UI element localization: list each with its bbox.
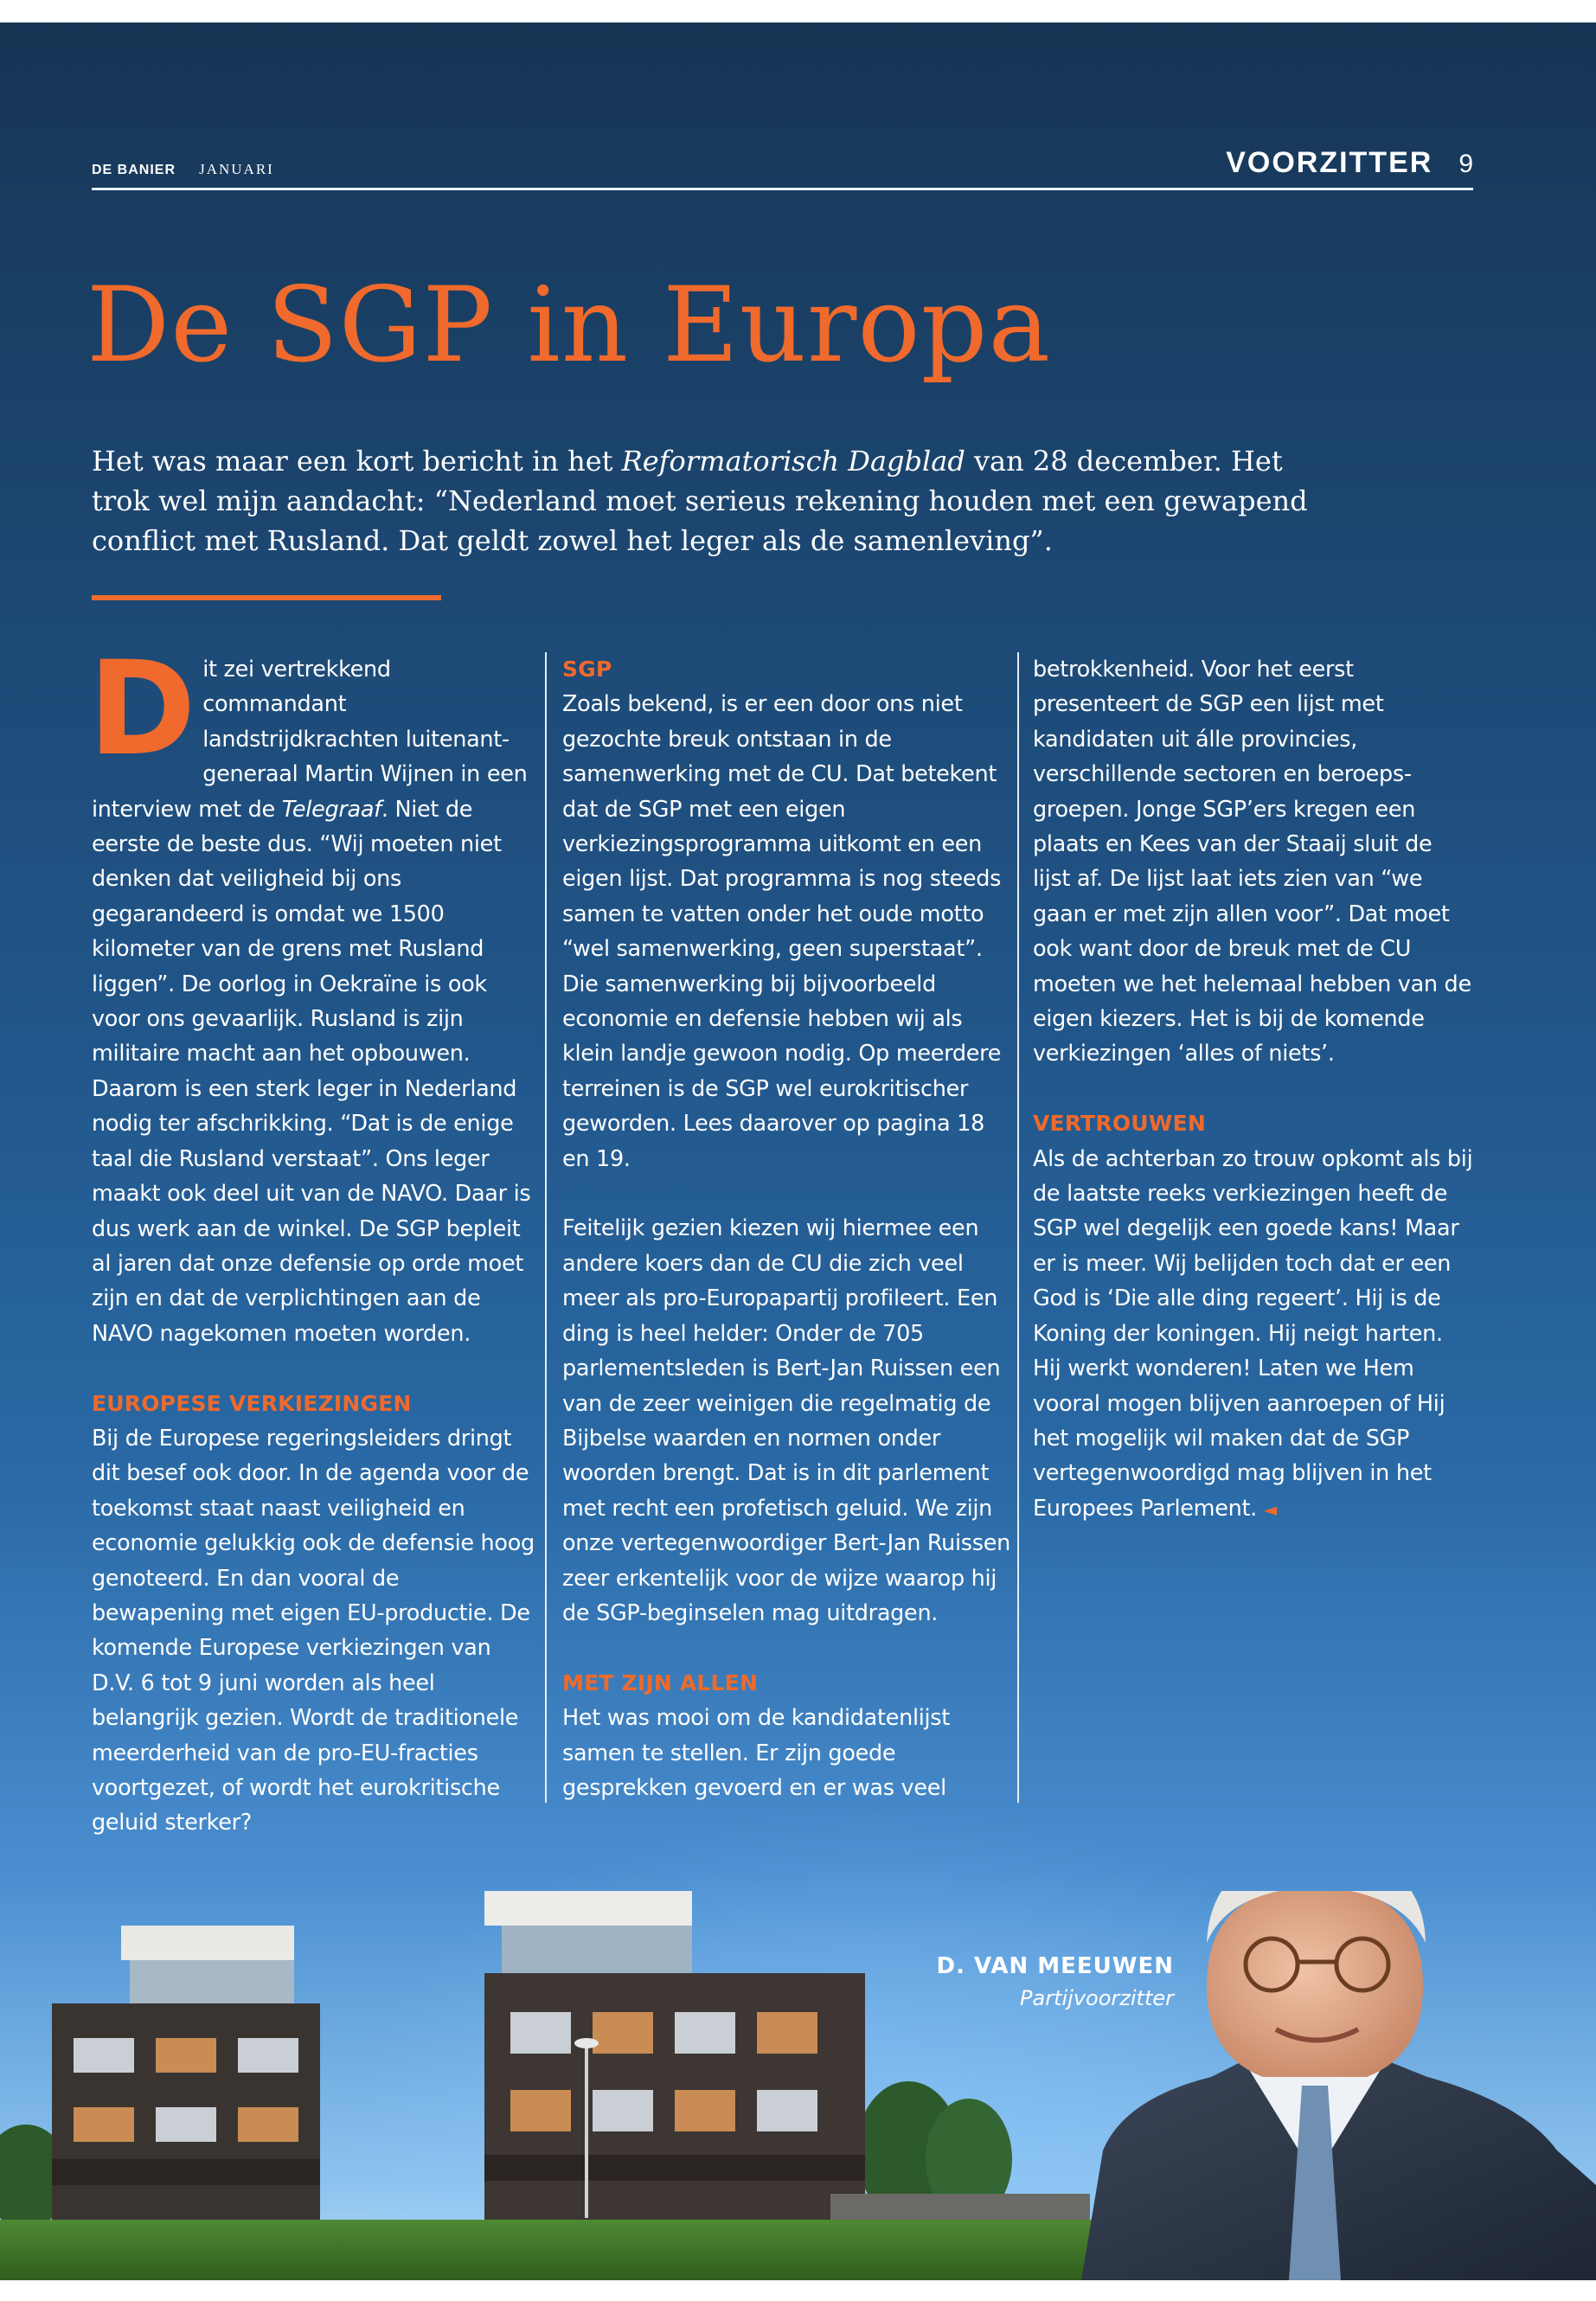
caption-role: Partijvoorzitter — [1020, 1986, 1174, 2010]
photo-caption — [936, 1953, 1174, 2010]
running-header-left — [92, 161, 274, 178]
magazine-name: DE BANIER — [92, 163, 176, 177]
page-number: 9 — [1458, 150, 1473, 178]
column3-paragraph-2 — [1033, 1142, 1476, 1527]
article-intro — [92, 441, 1320, 561]
issue-month: JANUARI — [199, 161, 274, 177]
column2-paragraph-2: Feitelijk gezien kiezen wij hiermee een andere koers dan de CU die zich veel meer als pro-Europapartij profileert. Een ding is heel helder: Onder de 705 parlementsleden is Bert-Jan Ruissen een van de zeer weinigen die regelmatig de Bijbelse waarden en normen onder woorden brengt. Dat is in dit parlement met recht een profetisch geluid. We zijn onze vertegenwoordiger Bert-Jan Ruissen zeer erkentelijk voor de wijze waarop hij de SGP-beginselen mag uitdragen. — [562, 1215, 1010, 1626]
article-title: De SGP in Europa — [87, 266, 1051, 386]
caption-name: D. VAN MEEUWEN — [936, 1953, 1174, 1979]
article-column-3 — [1033, 652, 1476, 1527]
column1-paragraph-1 — [88, 634, 535, 1351]
subhead-europese-verkiezingen: EUROPESE VERKIEZINGEN — [92, 1390, 412, 1416]
header-divider — [92, 188, 1473, 190]
column-divider-2 — [1017, 652, 1019, 1803]
subhead-sgp: SGP — [562, 657, 612, 682]
running-header-right — [1226, 146, 1473, 180]
column1-paragraph-2: Bij de Europese regeringsleiders dringt dit besef ook door. In de agenda voor de toekomst staat naast veiligheid en economie gelukkig ook de defensie hoog genoteerd. En dan vooral de bewapening met eigen EU-productie. De komende Europese verkiezingen van D.V. 6 tot 9 juni worden als heel belangrijk gezien. Wordt de traditionele meerderheid van de pro-EU-fracties voortgezet, of wordt het eurokritische geluid sterker? — [92, 1425, 535, 1836]
intro-source: Reformatorisch Dagblad — [621, 445, 965, 478]
article-column-2 — [562, 652, 1012, 1805]
column2-paragraph-1: Zoals bekend, is er een door ons niet gezochte breuk ontstaan in de samenwerking met de CU. Dat betekent dat de SGP met een eigen verkiezingsprogramma uitkomt en een eigen lijst. Dat programma is nog steeds samen te vatten onder het oude motto “wel samenwerking, geen superstaat”. Die samenwerking bij bijvoorbeeld economie en defensie hebben wij als klein landje gewoon nodig. Op meerdere terreinen is de SGP wel eurokritischer geworden. Lees daarover op pagina 18 en 19. — [562, 691, 1002, 1172]
subhead-met-zijn-allen: MET ZIJN ALLEN — [562, 1670, 759, 1695]
section-name: VOORZITTER — [1226, 146, 1433, 179]
building-left — [52, 1926, 320, 2228]
column-divider-1 — [545, 652, 547, 1803]
column3-paragraph-1: betrokkenheid. Voor het eerst presenteert de SGP een lijst met kandidaten uit álle provincies, verschillende sectoren en beroeps-groepen. Jonge SGP’ers kregen een plaats en Kees van der Staaij sluit de lijst af. De lijst laat iets zien van “we gaan er met zijn allen voor”. Dat moet ook want door de breuk met de CU moeten we het helemaal hebben van de eigen kiezers. Het is bij de komende verkiezingen ‘alles of niets’. — [1033, 657, 1471, 1067]
building-right — [484, 1891, 865, 2224]
photo-scene — [0, 1891, 1596, 2280]
column1-paragraph-1-start: it zei vertrekkend commandant landstrijdkrachten luitenant-generaal Martin Wijnen in een interview met de — [92, 657, 528, 823]
drop-cap: D — [88, 634, 196, 785]
column3-paragraph-2-text: Als de achterban zo trouw opkomt als bij de laatste reeks verkiezingen heeft de SGP wel degelijk een goede kans! Maar er is meer. Wij belijden toch dat er een God is ‘Die alle ding regeert’. Hij is de Koning der koningen. Hij neigt harten. Hij werkt wonderen! Laten we Hem vooral mogen blijven aanroepen of Hij het mogelijk wil maken dat de SGP vertegenwoordigd mag blijven in het Europees Parlement. — [1033, 1145, 1473, 1522]
magazine-page — [0, 22, 1596, 2280]
portrait-photo — [1081, 1891, 1596, 2280]
article-column-1 — [88, 634, 535, 1841]
column1-source: Telegraaf — [281, 796, 381, 823]
intro-text-end: van 28 december. Het trok wel mijn aandacht: “Nederland moet serieus rekening houden met een gewapend conflict met Rusland. Dat geldt zowel het leger als de samenleving”. — [92, 445, 1308, 557]
intro-divider — [92, 595, 441, 600]
end-of-article-icon: ◄ — [1263, 1498, 1277, 1520]
column2-paragraph-3: Het was mooi om de kandidatenlijst samen te stellen. Er zijn goede gesprekken gevoerd en er was veel — [562, 1705, 950, 1801]
column1-paragraph-1-end: . Niet de eerste de beste dus. “Wij moeten niet denken dat veiligheid bij ons gegarandeerd is omdat we 1500 kilometer van de grens met Rusland liggen”. De oorlog in Oekraïne is ook voor ons gevaarlijk. Rusland is zijn militaire macht aan het opbouwen. Daarom is een sterk leger in Nederland nodig ter afschrikking. “Dat is de enige taal die Rusland verstaat”. Ons leger maakt ook deel uit van de NAVO. Daar is dus werk aan de winkel. De SGP bepleit al jaren dat onze defensie op orde moet zijn en dat de verplichtingen aan de NAVO nagekomen moeten worden. — [92, 796, 531, 1347]
intro-text-start: Het was maar een kort bericht in het — [92, 445, 622, 478]
subhead-vertrouwen: VERTROUWEN — [1033, 1111, 1206, 1137]
